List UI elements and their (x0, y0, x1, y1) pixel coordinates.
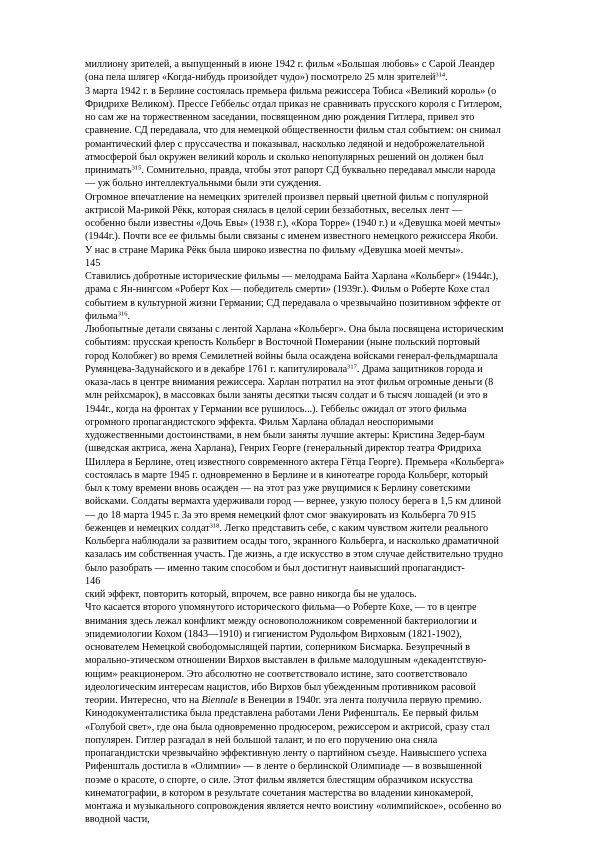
text-run: миллиону зрителей, а выпущенный в июне 1942 г. фильм «Большая любовь» с Сарой Леандер (она пела шлягер «Когда-нибудь произойдет чудо») посмотрело 25 млн зрителей (85, 59, 495, 84)
text-run: Огромное впечатление на немецких зрителей произвел первый цветной фильм с популярной актрисой Ма-рикой Рёкк, которая снялась в целой серии беззаботных, веселых лент — особенно были известны «Дочь Евы» (1938 г.), «Кора Торре» (1940 г.) и «Девушка моей мечты» (1944г.). Почти все ее фильмы были связаны с именем известного немецкого режиссера Якоби. У нас в стране Марика Рёкк была широко известна по фильму «Девушка моей мечты». (85, 191, 501, 256)
text-run: 146 (85, 575, 101, 587)
document-body (85, 58, 505, 827)
text-run: . Драма защитников города и оказа-лась в центре внимания режиссера. Харлан потратил на этот фильм огромные деньги (8 млн рейхсмарок), в массовках были заняты десятки тысяч солдат и 6 тысяч лошадей (и это в 1944г., когда на фронтах у Германии все рушилось...). Геббельс ожидал от этого фильма огромного пропагандистского эффекта. Фильм Харлана обладал неоспоримыми художественными достоинствами, в нем были заняты лучшие актеры: Кристина Зедер-баум (шведская актриса, жена Харлана), Генрих Георге (генеральный директор театра Фридриха Шиллера в Берлине, отец известного современного актера Гётца Георге). Премьера «Кольберга» состоялась в марте 1945 г. одновременно в Берлине и в кинотеатре города Кольберг, который был к тому времени вновь осажден — на этот раз уже рвущимися к Берлину советскими войсками. Солдаты вермахта удерживали город — вернее, узкую полосу берега в 1,5 км длиной — до 18 марта 1945 г. За это время немецкий флот смог эвакуировать из Кольберга 70 915 беженцев и немецких солдат (85, 363, 505, 534)
footnote-ref: 315 (131, 164, 142, 172)
footnote-ref: 314 (435, 71, 446, 79)
text-run: . Сомнительно, правда, чтобы этот рапорт СД буквально передавал мысли народа — уж больно интеллектуальными были эти суждения. (85, 165, 496, 190)
text-run: Что касается второго упомянутого исторического фильма—о Роберте Кохе, — то в центре внимания здесь лежал конфликт между основоположником современной бактериологии и эпидемиологии Кохом (1843—1910) и гигиенистом Рудольфом Вирховым (1821-1902), основателем Немецкой свободомыслящей партии, соперником Бисмарка. Безупречный в морально-этическом отношении Вирхов выставлен в фильме малодушным «декадентствую-ющим» реакционером. Это абсолютно не соответствовало истине, зато соответствовало идеологическим интересам нацистов, ибо Вирхов был убежденным противником расовой теории. Интересно, что на (85, 602, 487, 706)
footnote-ref: 316 (117, 310, 128, 318)
paragraph (85, 707, 505, 826)
text-run: 3 марта 1942 г. в Берлине состоялась премьера фильма режиссера Тобиса «Великий король» (о Фридрихе Великом). Прессе Геббельс отдал приказ не сравнивать прусского короля с Гитлером, но сам же на торжественном заседании, посвященном дню рождения Гитлера, привел это сравнение. СД передавала, что для немецкой общественности фильм стал событием: он снимал романтический флер с пруссачества и показывал, насколько ледяной и недоброжелательной атмосферой был окружен великий король и сколько непопулярных решений он должен был принимать (85, 85, 502, 176)
paragraph (85, 323, 505, 575)
page-number (85, 575, 505, 588)
text-run: . (445, 72, 448, 84)
text-run: . Легко представить себе, с каким чувством жители реального Кольберга наблюдали за развитием осады того, экранного Кольберга, и насколько драматичной казалась им собственная участь. Где жизнь, а где искусство в этом случае действительно трудно было разобрать — именно таким способом и был достигнут наивысший пропагандист- (85, 522, 503, 574)
paragraph (85, 588, 505, 601)
page-number (85, 257, 505, 270)
text-run: ский эффект, повторить который, впрочем, все равно никогда бы не удалось. (85, 589, 417, 600)
paragraph (85, 85, 505, 191)
text-run: Любопытные детали связаны с лентой Харлана «Кольберг». Она была посвящена историческим событиям: прусская крепость Кольберг в Восточной Померании (ныне польский портовый город Колобжег) во время Семилетней войны была осаждена войсками генерал-фельдмаршала Румянцева-Задунайского и в декабре 1761 г. капитулировала (85, 324, 504, 375)
text-run: Кинодокументалистика была представлена работами Лени Рифеншталь. Ее первый фильм «Голубой свет», где она была одновременно продюсером, режиссером и актрисой, сразу стал популярен. Гитлер разгадал в ней большой талант, и по его поручению она сняла пропагандистски чрезвычайно эффективную ленту о партийном съезде. Наивысшего успеха Рифеншталь достигла в «Олимпии» — в ленте о берлинской Олимпиаде — в возвышенной поэме о красоте, о спорте, о силе. Этот фильм является блестящим образчиком искусства кинематографии, в котором в результате сочетания мастерства во владении кинокамерой, монтажа и музыкального сопровождения является нечто воистину «олимпийское», особенно во вводной части, (85, 708, 502, 826)
text-run: . (127, 310, 130, 322)
text-run: 145 (85, 257, 101, 269)
paragraph (85, 58, 505, 85)
text-run: в Венеции в 1940г. эта лента получила первую премию. (237, 695, 482, 706)
paragraph (85, 191, 505, 257)
italic-text: Biennale (201, 695, 238, 706)
footnote-ref: 318 (209, 522, 220, 530)
paragraph (85, 601, 505, 707)
footnote-ref: 317 (347, 363, 357, 371)
paragraph (85, 270, 505, 323)
text-run: Ставились добротные исторические фильмы — мелодрама Байта Харлана «Кольберг» (1944г.), драма с Ян-нингсом «Роберт Кох — победитель смерти» (1939г.). Фильм о Роберте Кохе стал событием в культурной жизни Германии; СД передавала о чрезвычайно позитивном эффекте от фильма (85, 271, 501, 322)
